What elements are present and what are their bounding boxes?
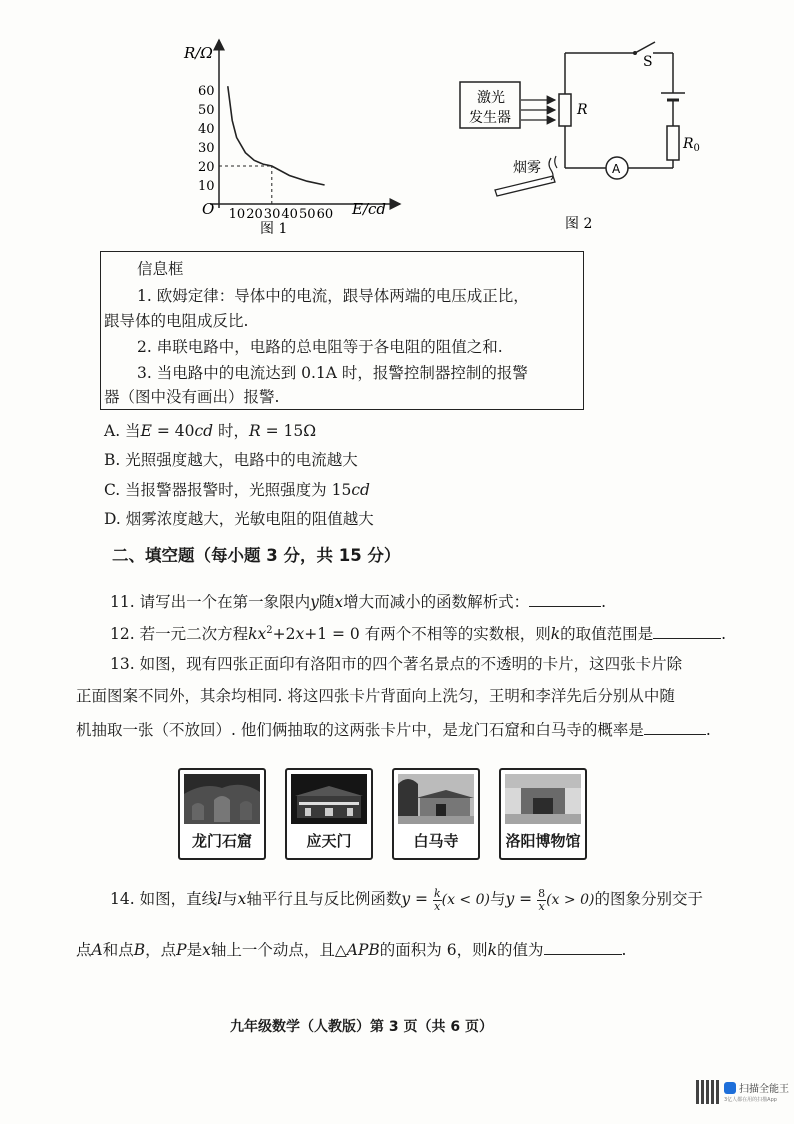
q13-line-3 xyxy=(76,718,711,741)
q14-triangle-apb: APB xyxy=(346,941,380,959)
figure-2-circuit xyxy=(455,38,715,238)
section-2-title: 二、填空题（每小题 3 分，共 15 分） xyxy=(112,546,401,565)
option-a xyxy=(104,420,316,442)
q14-end: . xyxy=(621,941,627,959)
q12-post2: +1 = 0 有两个不相等的实数根，则 xyxy=(304,625,551,644)
option-a-mid: = 40 xyxy=(151,422,195,440)
card-label: 龙门石窟 xyxy=(191,832,252,850)
option-c-unit: cd xyxy=(351,481,370,499)
x-tick-label: 60 xyxy=(316,207,334,222)
x-tick-label: 50 xyxy=(299,207,316,222)
x-tick-label: 10 xyxy=(228,207,246,222)
info-line-2: 2. 串联电路中，电路的总电阻等于各电阻的阻值之和. xyxy=(137,338,503,356)
switch-label: S xyxy=(643,54,653,70)
y-axis-label: R/Ω xyxy=(184,44,213,62)
q14-line-1 xyxy=(110,882,703,917)
q14-pre: 14. 如图，直线 xyxy=(110,890,218,908)
smoke-label: 烟雾 xyxy=(513,160,541,176)
switch-pivot xyxy=(633,51,637,55)
q13-end: . xyxy=(705,721,711,739)
q14-line-2 xyxy=(76,938,626,961)
q14-cond2: (x > 0) xyxy=(546,892,595,908)
r-label: R xyxy=(577,102,588,118)
figure-2-caption: 图 2 xyxy=(565,216,593,232)
q11-answer-blank[interactable] xyxy=(529,590,601,607)
y-tick-label: 40 xyxy=(198,122,215,137)
fraction-k-over-x xyxy=(433,888,442,913)
q14-line2f: 的面积为 6，则 xyxy=(379,941,488,959)
q12-x: x xyxy=(257,625,267,644)
q14-point-p: P xyxy=(176,941,187,959)
q11-x: x xyxy=(334,593,344,611)
yingtian-gate-photo xyxy=(291,774,367,824)
q14-mid2: 轴平行且与反比例函数 xyxy=(246,890,402,908)
q14-and: 与 xyxy=(489,890,506,908)
question-12 xyxy=(110,620,726,645)
longmen-grottoes-photo xyxy=(184,774,260,824)
card-white-horse-temple[interactable] xyxy=(392,768,480,860)
q14-frac-x2: x xyxy=(538,899,545,913)
watermark-sub: 3亿人都在用的扫描App xyxy=(724,1097,777,1103)
info-line-3a: 3. 当电路中的电流达到 0.1A 时，报警控制器控制的报警 xyxy=(137,364,528,382)
card-luoyang-museum[interactable] xyxy=(499,768,587,860)
y-tick-label: 30 xyxy=(198,141,215,156)
r0-label-r: R xyxy=(683,136,694,152)
y-tick-label: 10 xyxy=(198,179,215,194)
q14-point-b: B xyxy=(133,941,146,959)
q14-y1: y xyxy=(401,890,411,908)
q11-y: y xyxy=(310,593,319,611)
info-line-1a: 1. 欧姆定律：导体中的电流，跟导体两端的电压成正比， xyxy=(137,287,529,305)
q11-post: 增大而减小的函数解析式： xyxy=(343,593,530,611)
q14-frac-x: x xyxy=(434,899,441,913)
x-axis-label: E/cd xyxy=(352,200,387,218)
q14-y2: y xyxy=(505,890,515,908)
q14-l: l xyxy=(217,890,223,908)
card-label: 白马寺 xyxy=(413,832,459,850)
y-tick-label: 60 xyxy=(198,84,215,99)
question-11 xyxy=(110,590,606,613)
q14-answer-blank[interactable] xyxy=(544,938,622,955)
q12-pre: 12. 若一元二次方程 xyxy=(110,625,249,644)
q12-x2: x xyxy=(295,625,305,644)
q14-eq2: = xyxy=(514,890,538,908)
q13-line3-text: 机抽取一张（不放回）. 他们俩抽取的这两张卡片中，是龙门石窟和白马寺的概率是 xyxy=(76,721,644,739)
option-a-end: = 15Ω xyxy=(260,422,317,440)
cigarette-icon xyxy=(495,176,555,196)
q14-cond1: (x < 0) xyxy=(441,892,490,908)
q14-x2: x xyxy=(202,941,211,959)
q14-post: 的图象分别交于 xyxy=(594,890,703,908)
figure-1-caption: 图 1 xyxy=(260,221,288,237)
q12-post1: +2 xyxy=(272,625,296,644)
q13-answer-blank[interactable] xyxy=(644,718,706,735)
luoyang-museum-photo xyxy=(505,774,581,824)
option-a-mid2: 时， xyxy=(213,422,250,440)
q11-pre: 11. 请写出一个在第一象限内 xyxy=(110,593,311,611)
q12-exponent: 2 xyxy=(266,625,273,636)
x-tick-label: 20 xyxy=(246,207,263,222)
info-line-1b: 跟导体的电阻成反比. xyxy=(104,312,249,330)
y-tick-label: 20 xyxy=(198,160,215,175)
fraction-8-over-x xyxy=(537,888,546,913)
card-yingtian-gate[interactable] xyxy=(285,768,373,860)
photoresistor-r xyxy=(559,94,571,126)
resistor-r0 xyxy=(667,126,679,160)
ammeter-label: A xyxy=(612,162,621,176)
q14-line2g: 的值为 xyxy=(496,941,544,959)
q13-line-1: 13. 如图，现有四张正面印有洛阳市的四个著名景点的不透明的卡片，这四张卡片除 xyxy=(110,655,683,673)
card-label: 洛阳博物馆 xyxy=(505,832,581,850)
q11-end: . xyxy=(601,593,607,611)
card-label: 应天门 xyxy=(306,832,352,850)
x-tick-label: 30 xyxy=(263,207,281,222)
q14-point-a: A xyxy=(91,941,103,959)
q14-line2b: 和点 xyxy=(102,941,134,959)
q11-mid: 随 xyxy=(318,593,335,611)
q14-k2: k xyxy=(487,941,497,959)
white-horse-temple-photo xyxy=(398,774,474,824)
figure-1-graph xyxy=(180,38,405,238)
camscanner-logo-icon xyxy=(724,1082,736,1094)
q12-post3: 的取值范围是 xyxy=(560,625,654,644)
q12-answer-blank[interactable] xyxy=(653,622,721,639)
option-a-e: E xyxy=(140,422,152,440)
q13-line-2: 正面图案不同外，其余均相同. 将这四张卡片背面向上洗匀，王明和李洋先后分别从中随 xyxy=(76,687,675,705)
option-c xyxy=(104,479,370,501)
x-tick-label: 40 xyxy=(281,207,298,222)
q14-eq: = xyxy=(410,890,433,908)
r0-label xyxy=(682,136,700,154)
option-a-unit: cd xyxy=(194,422,214,440)
y-tick-label: 50 xyxy=(198,103,215,118)
q14-x: x xyxy=(237,890,247,908)
q14-mid1: 与 xyxy=(222,890,238,908)
option-a-prefix: A. 当 xyxy=(104,422,141,440)
laser-label-line1: 激光 xyxy=(477,90,505,106)
q14-frac-k: k xyxy=(433,886,441,900)
r-e-curve xyxy=(228,86,325,185)
option-b: B. 光照强度越大，电路中的电流越大 xyxy=(104,451,358,469)
qr-code-icon xyxy=(696,1080,720,1104)
card-longmen-grottoes[interactable] xyxy=(178,768,266,860)
origin-label: O xyxy=(202,200,215,218)
option-d: D. 烟雾浓度越大，光敏电阻的阻值越大 xyxy=(104,510,374,528)
page-footer: 九年级数学（人教版）第 3 页（共 6 页） xyxy=(230,1019,493,1035)
info-box-title: 信息框 xyxy=(137,260,184,278)
q12-k: k xyxy=(248,625,258,644)
option-c-text: C. 当报警器报警时，光照强度为 15 xyxy=(104,481,352,499)
switch-lever xyxy=(635,42,655,53)
q12-k2: k xyxy=(550,625,561,644)
option-a-r: R xyxy=(249,422,261,440)
info-line-3b: 器（图中没有画出）报警. xyxy=(104,388,280,406)
q14-line2a: 点 xyxy=(76,941,92,959)
q12-end: . xyxy=(721,625,727,644)
watermark-name: 扫描全能王 xyxy=(739,1084,789,1095)
laser-label-line2: 发生器 xyxy=(469,110,511,126)
q14-line2e: 轴上一个动点，且△ xyxy=(210,941,347,959)
q14-line2d: 是 xyxy=(186,941,203,959)
q14-frac-8: 8 xyxy=(538,886,546,900)
r0-subscript: 0 xyxy=(693,143,700,154)
q14-line2c: ，点 xyxy=(145,941,177,959)
